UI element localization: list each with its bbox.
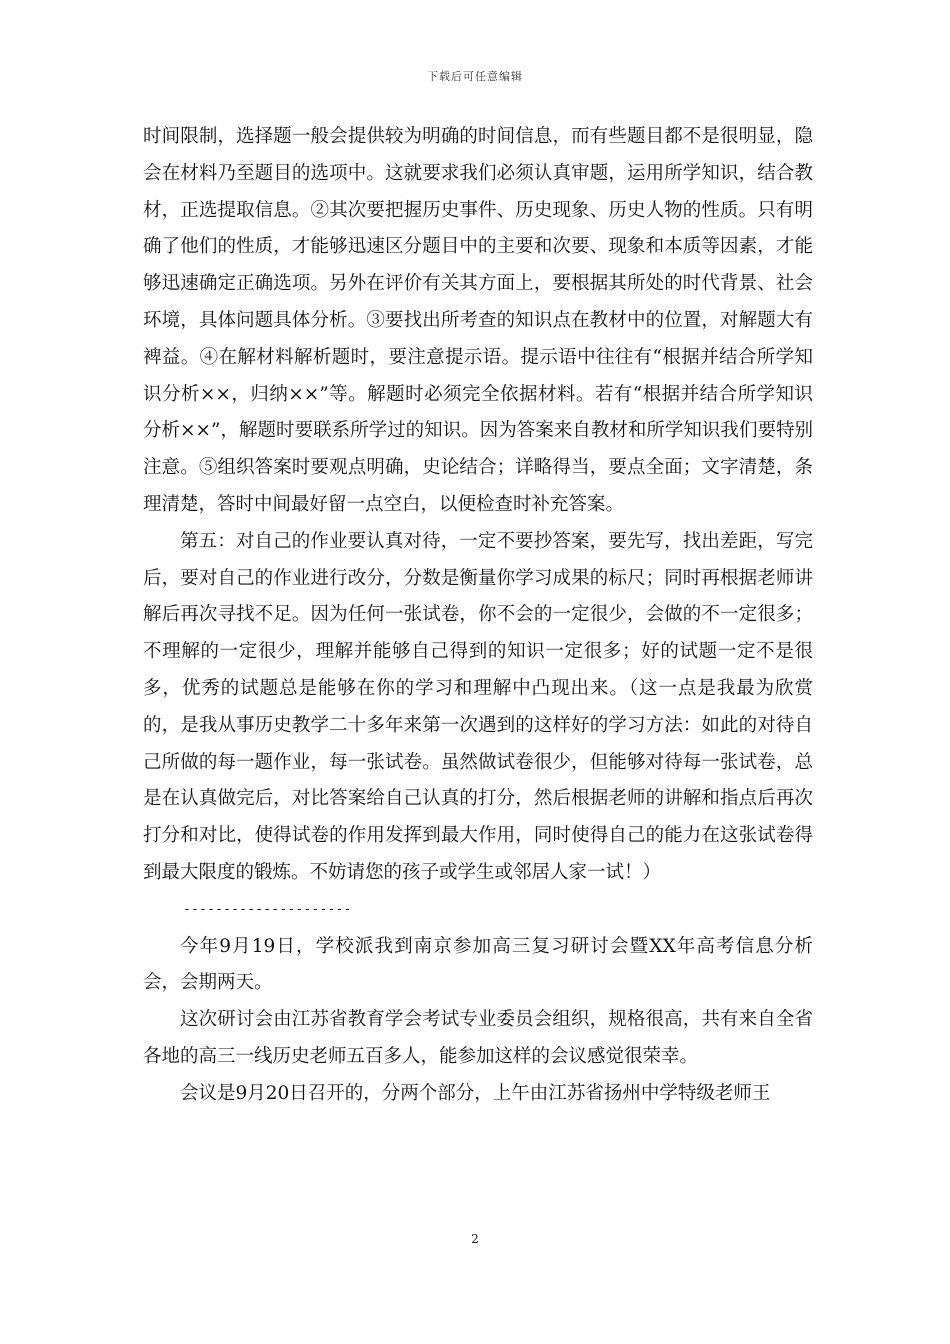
page-header: 下载后可任意编辑 — [427, 70, 523, 83]
document-body — [143, 119, 813, 1113]
paragraph-meeting-schedule: 会议是9月20日召开的，分两个部分，上午由江苏省扬州中学特级老师王 — [180, 1082, 771, 1104]
section-divider: --------------------- — [183, 901, 352, 917]
paragraph-exam-tips: 时间限制，选择题一般会提供较为明确的时间信息，而有些题目都不是很明显，隐会在材料乃至题目的选项中。这就要求我们必须认真审题，运用所学知识，结合教材，正选提取信息。②其次要把握历史事件、历史现象、历史人物的性质。只有明确了他们的性质，才能够迅速区分题目中的主要和次要、现象和本质等因素，才能够迅速确定正确选项。另外在评价有关其方面上，要根据其所处的时代背景、社会环境，具体问题具体分析。③要找出所考查的知识点在教材中的位置，对解题大有裨益。④在解材料解析题时，要注意提示语。提示语中往往有“根据并结合所学知识分析××，归纳××”等。解题时必须完全依据材料。若有“根据并结合所学知识分析××”，解题时要联系所学过的知识。因为答案来自教材和所学知识我们要特别注意。⑤组织答案时要观点明确，史论结合；详略得当，要点全面；文字清楚，条理清楚，答时中间最好留一点空白，以便检查时补充答案。 — [143, 126, 813, 515]
paragraph-meeting-intro: 今年9月19日，学校派我到南京参加高三复习研讨会暨XX年高考信息分析会，会期两天。 — [143, 935, 813, 994]
paragraph-meeting-organizer: 这次研讨会由江苏省教育学会考试专业委员会组织，规格很高，共有来自全省各地的高三一线历史老师五百多人，能参加这样的会议感觉很荣幸。 — [143, 1009, 813, 1067]
page-number: 2 — [471, 1232, 479, 1246]
paragraph-fifth-point: 第五：对自己的作业要认真对待，一定不要抄答案，要先写，找出差距，写完后，要对自己的作业进行改分，分数是衡量你学习成果的标尺；同时再根据老师讲解后再次寻找不足。因为任何一张试卷，你不会的一定很少，会做的不一定很多；不理解的一定很少，理解并能够自己得到的知识一定很多；好的试题一定不是很多，优秀的试题总是能够在你的学习和理解中凸现出来。（这一点是我最为欣赏的，是我从事历史教学二十多年来第一次遇到的这样好的学习方法：如此的对待自己所做的每一题作业，每一张试卷。虽然做试卷很少，但能够对待每一张试卷，总是在认真做完后，对比答案给自己认真的打分，然后根据老师的讲解和指点后再次打分和对比，使得试卷的作用发挥到最大作用，同时使得自己的能力在这张试卷得到最大限度的锻炼。不妨请您的孩子或学生或邻居人家一试！） — [143, 530, 813, 883]
